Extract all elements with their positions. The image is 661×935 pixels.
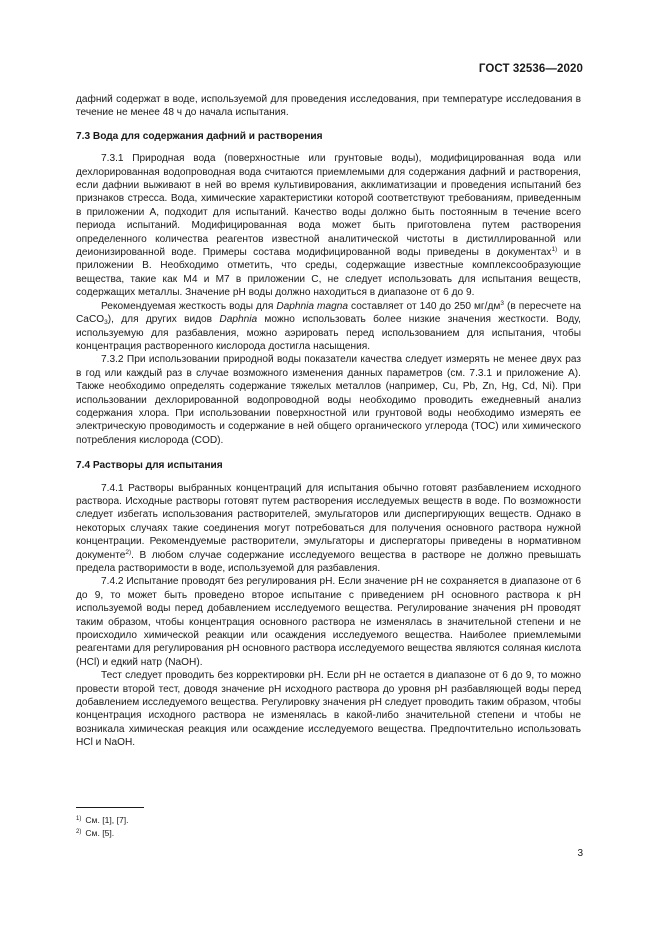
- footnote-ref-1: 1): [551, 246, 558, 254]
- footnote-item: [76, 814, 129, 827]
- genus-name: Daphnia: [219, 314, 258, 326]
- footnotes: [76, 814, 129, 840]
- paragraph-water-hardness: Рекомендуемая жесткость воды для Daphnia magna составляет от 140 до 250 $мг/дм^3$ (в пересчете на CaCO$_3$), для других видов Daphnia можно использовать более низкие значения жесткости. Воду, используемую для разбавления, можно аэрировать перед использованием для испытания, чтобы концентрация растворенного кислорода достигла насыщения.: [76, 299, 582, 352]
- paragraph-7-4-2: 7.4.2 Испытание проводят без регулирования pH. Если значение pH не сохраняется в диапазоне от 6 до 9, то может быть проведено второе испытание с приведением pH основного раствора к pH используемой воды перед добавлением исследуемого вещества. Регулирование значения pH проводят таким образом, чтобы концентрация основного раствора не изменялась в значительной степени и не происходило химической реакции или осаждения исследуемого вещества. Наиболее приемлемыми реагентами для регулирования pH основного раствора исследуемого вещества являются соляная кислота (HCl) и едкий натр (NaOH).: [76, 576, 581, 668]
- footnote-mark: 1): [76, 816, 82, 822]
- document-body: [76, 93, 581, 750]
- formula-subscript: 3: [104, 319, 108, 327]
- footnote-item: [76, 827, 129, 840]
- page-number: 3: [577, 848, 583, 859]
- paragraph-7-3-2: 7.3.2 При использовании природной воды показатели качества следует измерять не менее двух раз в год или каждый раз в случае возможного изменения данных параметров (см. 7.3.1 и приложение А). Также необходимо определять содержание тяжелых металлов (например, Cu, Pb, Zn, Hg, Cd, Ni). При использовании дехлорированной водопроводной воды необходимо проводить ежедневный анализ содержания хлора. При использовании поверхностной или грунтовой воды необходимо измерять ее электрическую проводимость и содержание в ней общего органического углерода (ТОС) или химического потребления кислорода (COD).: [76, 354, 581, 446]
- paragraph-7-3-1: 7.3.1 Природная вода (поверхностные или грунтовые воды), модифицированная вода или дехлорированная водопроводная вода считаются приемлемыми для содержания дафний и растворения, если дафнии выживают в ней во время культивирования, акклиматизации и проведения испытаний без признаков стресса. Вода, химические характеристики которой соответствуют требованиям, приведенным в приложении А, подходит для испытаний. Качество воды должно быть постоянным в течение всего периода испытаний. Модифицированная вода может быть приготовлена путем растворения определенного количества реагентов известной аналитической чистоты в дистиллированной или деионизированной воде. Примеры состава модифицированной воды приведены в документах$^{1)}$ и в приложении В. Необходимо отметить, что среды, содержащие известные комплексообразующие вещества, такие как М4 и М7 в приложении С, не следует использовать для испытания веществ, содержащих металлы. Значение pH воды должно находиться в диапазоне от 6 до 9.: [76, 153, 581, 299]
- footnote-ref-2: 2): [125, 548, 132, 556]
- paragraph-ph-test: Тест следует проводить без корректировки pH. Если pH не остается в диапазоне от 6 до 9, то можно провести второй тест, доводя значение pH исходного раствора до уровня pH разбавляющей воды перед добавлением исследуемого вещества. Регулировку значения pH следует проводить таким образом, чтобы концентрация исходного раствора не изменялась в какой-либо значительной степени и чтобы не возникала химическая реакция или осаждение исследуемого вещества. Предпочтительно использовать HCl и NaOH.: [76, 670, 581, 749]
- unit-superscript: 3: [500, 299, 504, 307]
- paragraph-7-4-1: 7.4.1 Растворы выбранных концентраций для испытания обычно готовят разбавлением исходного раствора. Исходные растворы готовят путем растворения исследуемых веществ в воде. По возможности следует избегать использования растворителей, эмульгаторов или диспергирующих веществ. Однако в некоторых случаях такие соединения могут потребоваться для получения основного раствора нужной концентрации. Рекомендуемые растворители, эмульгаторы и диспергаторы приведены в нормативном документе$^{2)}$. В любом случае содержание исследуемого вещества в растворе не должно превышать предела растворимости в воде, используемой для разбавления.: [76, 482, 581, 574]
- footnote-text: См. [1], [7].: [85, 815, 129, 825]
- section-7-3-heading: 7.3 Вода для содержания дафний и растворения: [76, 130, 323, 142]
- intro-paragraph: дафний содержат в воде, используемой для проведения исследования, при температуре исследования в течение не менее 48 ч до начала испытания.: [76, 94, 581, 119]
- footnote-divider: [76, 807, 144, 808]
- footnote-mark: 2): [76, 829, 82, 835]
- footnote-text: См. [5].: [85, 828, 115, 838]
- species-name: Daphnia magna: [276, 300, 349, 312]
- standard-code-header: ГОСТ 32536—2020: [478, 63, 583, 75]
- section-7-4-heading: 7.4 Растворы для испытания: [76, 460, 223, 472]
